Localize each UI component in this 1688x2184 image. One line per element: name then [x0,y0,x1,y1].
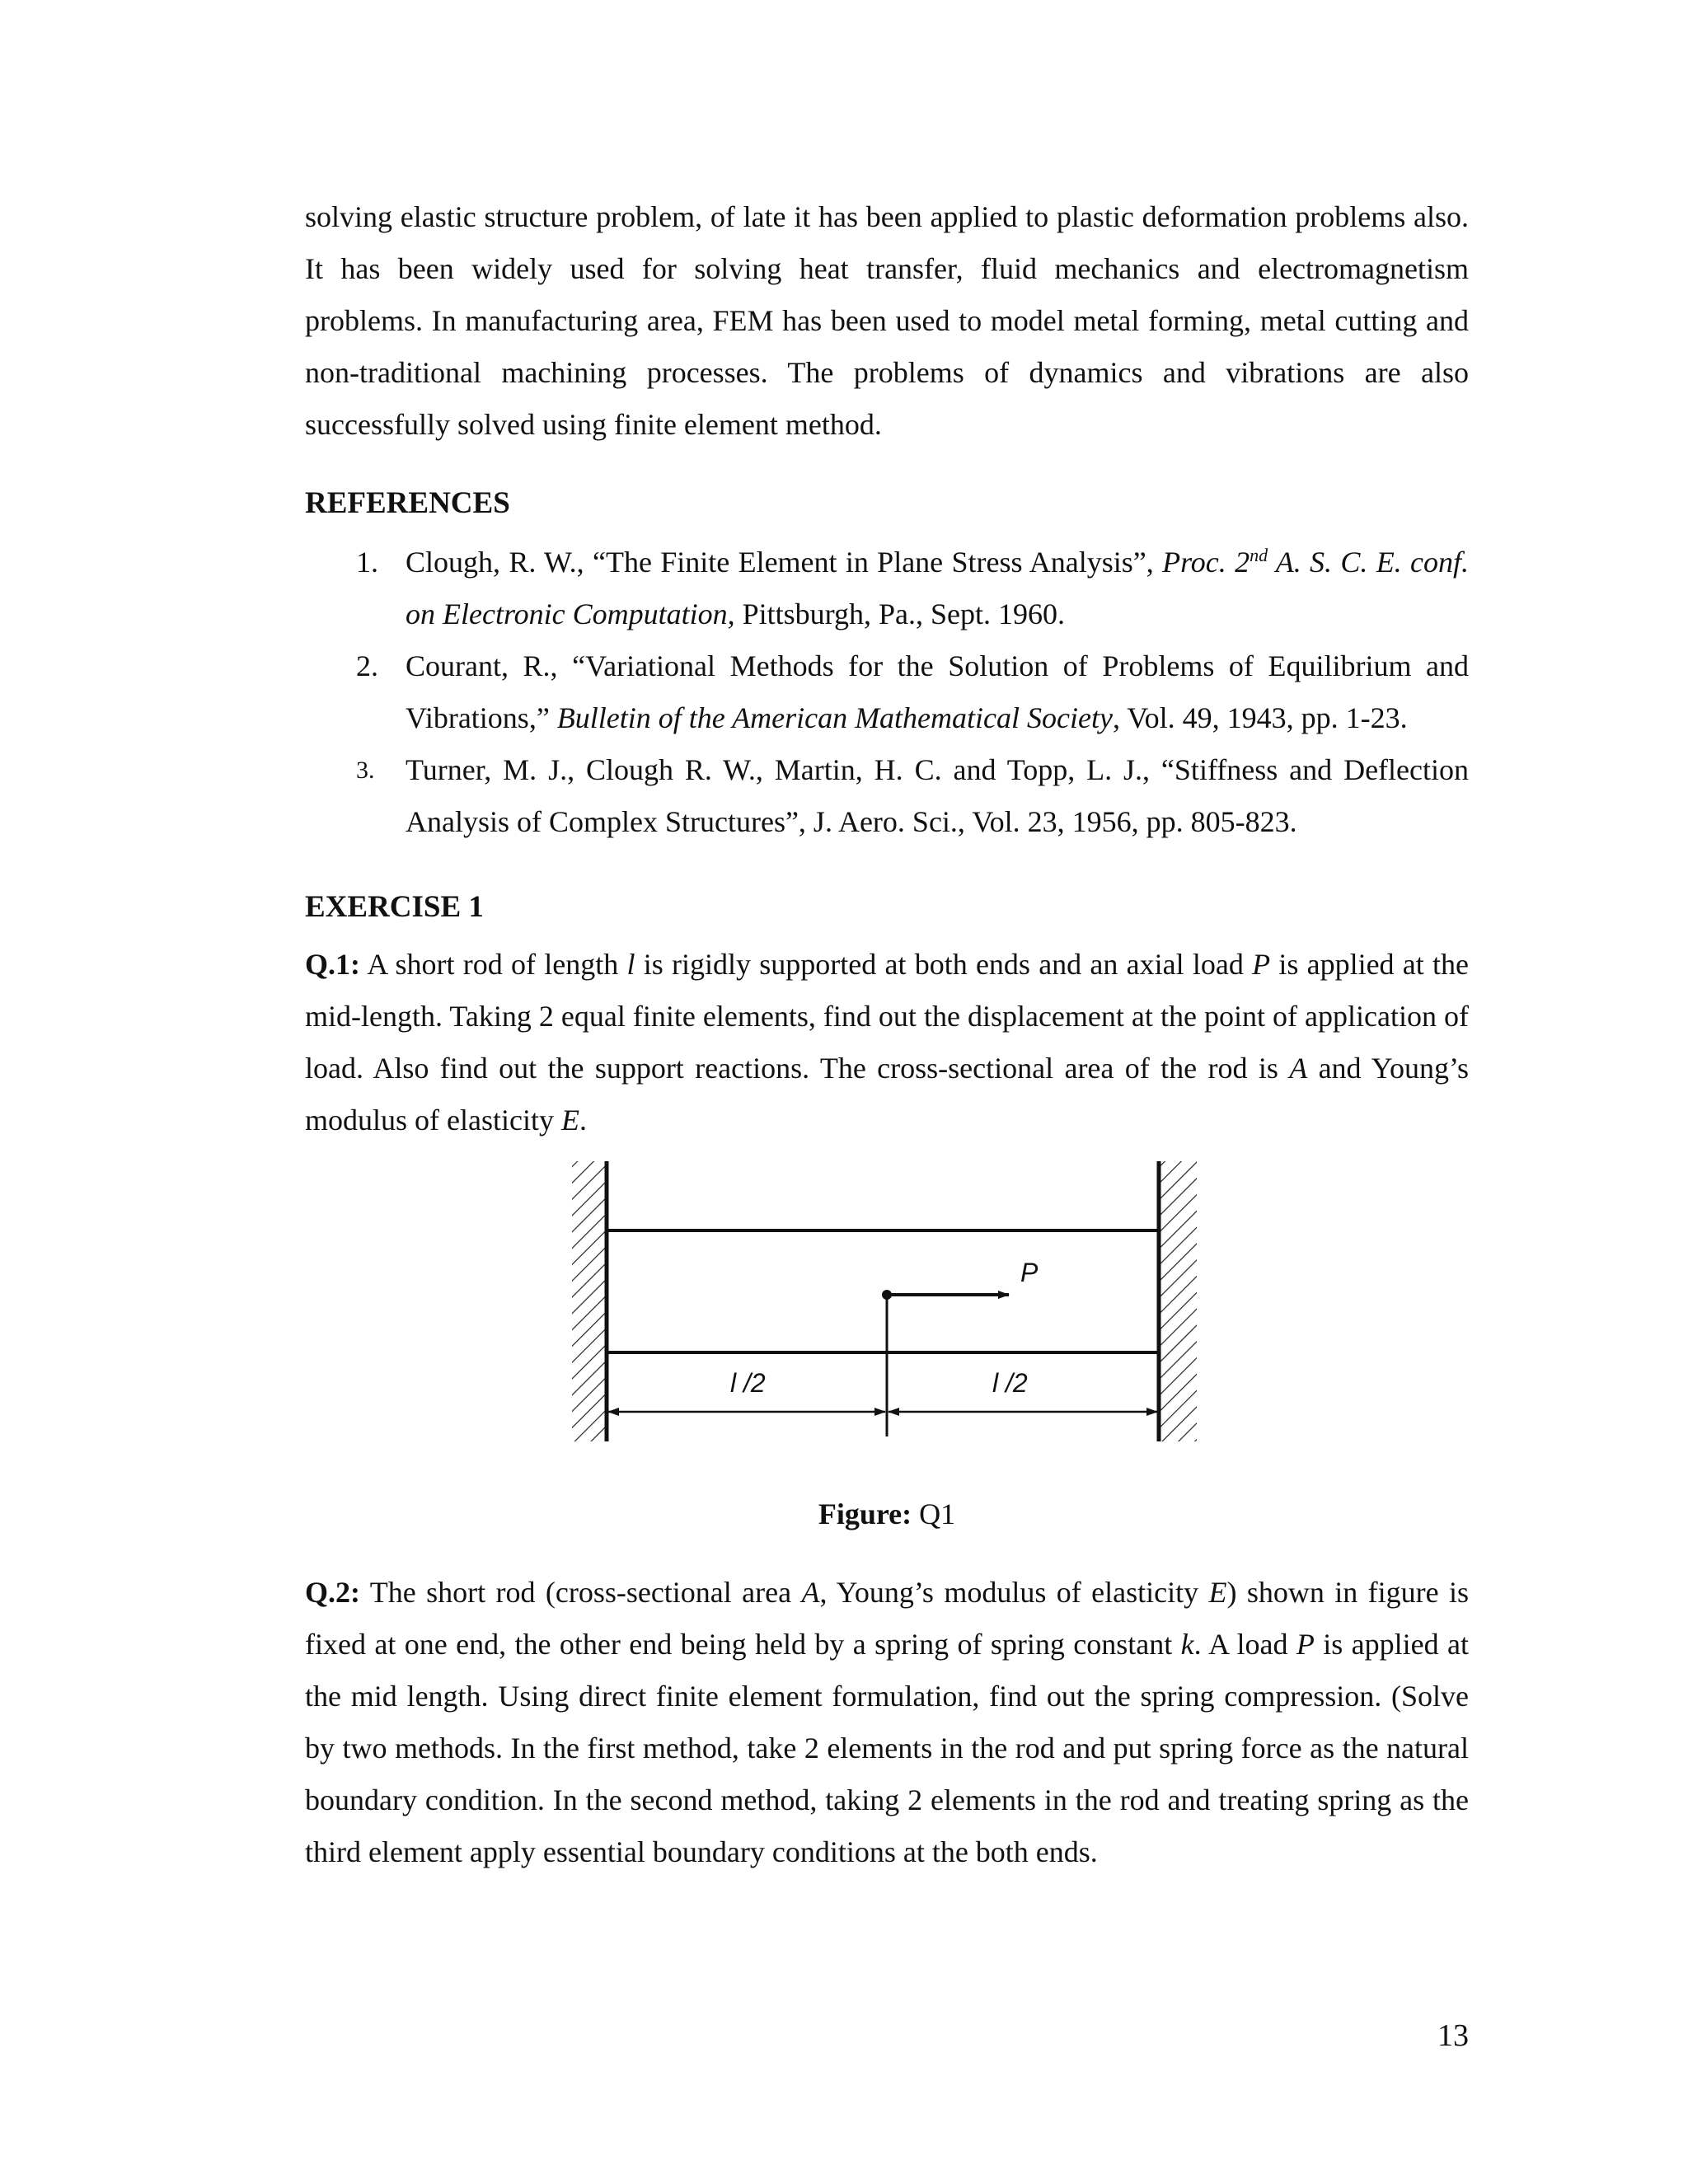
right-fixed-support-hatch [1159,1161,1197,1441]
page-content [305,191,1469,1878]
variable-e: E [560,1104,579,1137]
ordinal-superscript: nd [1250,545,1268,565]
fixed-rod-diagram [565,1156,1208,1469]
question-text: is rigidly supported at both ends and an axial load [635,948,1253,981]
reference-number: 1. [356,546,378,579]
variable-p: P [1296,1628,1315,1661]
exercise-heading: EXERCISE 1 [305,890,484,924]
reference-text-end: Pittsburgh, Pa., Sept. 1960. [734,598,1066,630]
variable-a: A [1289,1052,1308,1085]
references-heading: REFERENCES [305,486,510,520]
variable-p: P [1252,948,1271,981]
question-text: . [579,1104,587,1137]
reference-text-end: , Vol. 49, 1943, pp. 1-23. [1112,701,1408,734]
intro-paragraph: solving elastic structure problem, of late it has been applied to plastic deformation problems also. It has been widely used for solving heat transfer, fluid mechanics and electromagnetism problems. In manufacturing area, FEM has been used to model metal forming, metal cutting and non-traditional machining processes. The problems of dynamics and vibrations are also successfully solved using finite element method. [305,200,1469,441]
variable-l: l [626,948,635,981]
left-fixed-support-hatch [572,1161,607,1441]
reference-text: Clough, R. W., “The Finite Element in Plane Stress Analysis”, [406,546,1163,579]
reference-item [305,744,1469,848]
reference-number: 2. [356,649,378,682]
question-label: Q.1: [305,948,360,981]
reference-journal: Proc. 2 [1162,546,1250,579]
caption-label: Figure: [818,1497,912,1530]
reference-text: Courant, R., “Variational Methods for the Solution of Problems of Equilibrium and Vibrations,” [406,649,1469,734]
left-dimension-label: l /2 [730,1368,766,1398]
reference-text: Turner, M. J., Clough R. W., Martin, H. C. and Topp, L. J., “Stiffness and Deflection Analysis of Complex Structures”, J. Aero. Sci., Vol. 23, 1956, pp. 805-823. [406,753,1469,838]
caption-text: Q1 [912,1497,956,1530]
variable-e: E [1208,1576,1227,1609]
reference-journal-cont: A. S. C. E. conf. on Electronic Computation, [406,546,1469,630]
figure-caption [305,1494,1469,1534]
page-number: 13 [1437,2018,1469,2053]
reference-number: 3. [356,757,375,784]
variable-a: A [801,1576,820,1609]
question-text: ) shown in figure is fixed at one end, the other end being held by a spring of spring constant [305,1576,1469,1661]
question-text: A short rod of length [360,948,627,981]
question-text: is applied at the mid length. Using direct finite element formulation, find out the spring compression. (Solve by two methods. In the first method, take 2 elements in the rod and put spring force as the natural boundary condition. In the second method, taking 2 elements in the rod and treating spring as the third element apply essential boundary conditions at the both ends. [305,1628,1470,1868]
question-text: The short rod (cross-sectional area [360,1576,802,1609]
reference-journal: Bulletin of the American Mathematical Society [556,701,1113,734]
load-label: P [1020,1258,1039,1287]
variable-k: k [1180,1628,1194,1661]
reference-item [305,537,1469,640]
reference-item [305,640,1469,744]
right-dimension-label: l /2 [992,1368,1028,1398]
question-label: Q.2: [305,1576,360,1609]
question-text: and Young’s modulus of elasticity [305,1052,1469,1137]
question-1 [305,939,1469,1146]
references-list [305,537,1469,848]
question-text: , Young’s modulus of elasticity [819,1576,1209,1609]
figure-q1 [305,1156,1469,1469]
question-text: . A load [1193,1628,1296,1661]
question-text: is applied at the mid-length. Taking 2 equal finite elements, find out the displacement at the point of application of load. Also find out the support reactions. The cross-sectional area of the rod is [305,948,1470,1085]
question-2 [305,1567,1469,1878]
